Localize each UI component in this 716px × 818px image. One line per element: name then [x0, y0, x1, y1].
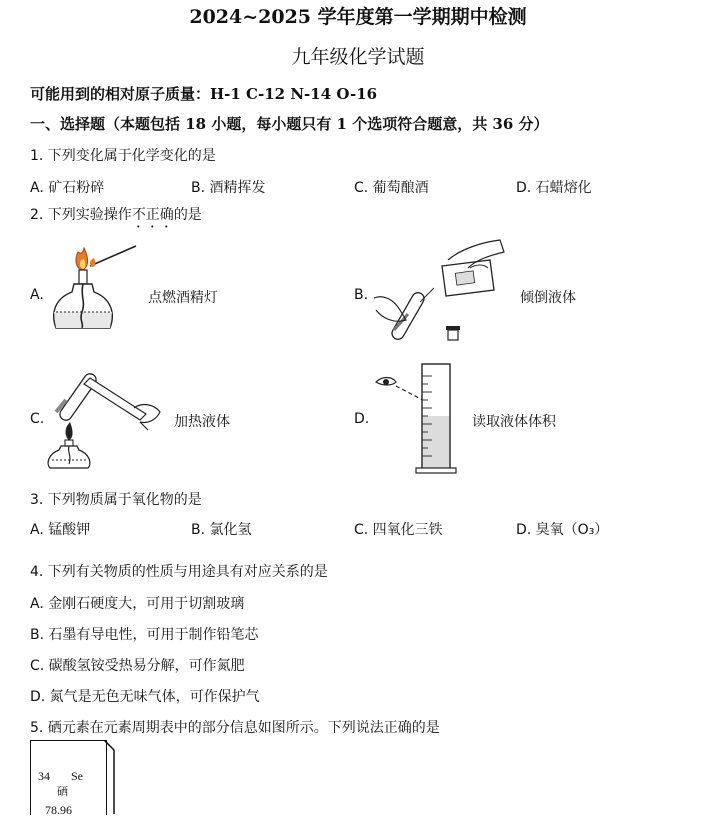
q1-stem: 1. 下列变化属于化学变化的是 — [30, 148, 216, 164]
reading-volume-illustration — [372, 360, 462, 475]
atomic-mass-line: 可能用到的相对原子质量：H-1 C-12 N-14 O-16 — [30, 85, 378, 103]
q2-option-c-letter[interactable]: C. — [30, 411, 45, 427]
element-atomic-number: 34 — [38, 769, 50, 783]
q3-option-b[interactable]: B. 氯化氢 — [191, 522, 252, 538]
q4-stem: 4. 下列有关物质的性质与用途具有对应关系的是 — [30, 564, 328, 580]
exam-subtitle: 九年级化学试题 — [291, 46, 425, 68]
element-symbol: Se — [71, 769, 83, 783]
q2-option-d-caption: 读取液体体积 — [472, 414, 556, 430]
element-card-side — [104, 740, 116, 814]
q3-option-a[interactable]: A. 锰酸钾 — [30, 522, 91, 538]
q4-option-d[interactable]: D. 氮气是无色无味气体，可作保护气 — [30, 689, 260, 705]
q2-option-b-letter[interactable]: B. — [354, 287, 369, 303]
q3-stem: 3. 下列物质属于氧化物的是 — [30, 492, 202, 508]
selenium-element-card — [30, 740, 107, 815]
exam-title: 2024~2025 学年度第一学期期中检测 — [189, 6, 527, 28]
q1-option-a[interactable]: A. 矿石粉碎 — [30, 180, 105, 196]
q2-option-a-caption: 点燃酒精灯 — [148, 290, 218, 306]
alcohol-lamp-lighting-illustration — [44, 240, 144, 345]
q2-stem-emphasis: 不正确 — [131, 207, 174, 223]
q1-option-c[interactable]: C. 葡萄酿酒 — [354, 180, 429, 196]
q3-option-d[interactable]: D. 臭氧（O₃） — [516, 522, 609, 538]
q1-option-d[interactable]: D. 石蜡熔化 — [516, 180, 592, 196]
element-atomic-mass: 78.96 — [45, 803, 72, 817]
q2-stem-pre: 2. 下列实验操作 — [30, 207, 132, 223]
q4-option-c[interactable]: C. 碳酸氢铵受热易分解，可作氮肥 — [30, 658, 245, 674]
q2-option-a-letter[interactable]: A. — [30, 287, 44, 303]
q1-option-b[interactable]: B. 酒精挥发 — [191, 180, 266, 196]
q3-option-c[interactable]: C. 四氧化三铁 — [354, 522, 443, 538]
q2-stem — [30, 204, 202, 231]
heating-liquid-illustration — [44, 364, 168, 470]
element-name: 硒 — [57, 785, 68, 798]
q2-option-c-caption: 加热液体 — [174, 414, 230, 430]
section-heading: 一、选择题（本题包括 18 小题，每小题只有 1 个选项符合题意，共 36 分） — [30, 115, 549, 133]
q2-option-b-caption: 倾倒液体 — [520, 290, 576, 306]
q5-stem: 5. 硒元素在元素周期表中的部分信息如图所示。下列说法正确的是 — [30, 720, 440, 736]
pouring-liquid-illustration — [372, 238, 512, 348]
q4-option-b[interactable]: B. 石墨有导电性，可用于制作铅笔芯 — [30, 627, 259, 643]
q4-option-a[interactable]: A. 金刚石硬度大，可用于切割玻璃 — [30, 596, 245, 612]
q2-stem-post: 的是 — [173, 207, 202, 223]
q2-option-d-letter[interactable]: D. — [354, 411, 370, 427]
